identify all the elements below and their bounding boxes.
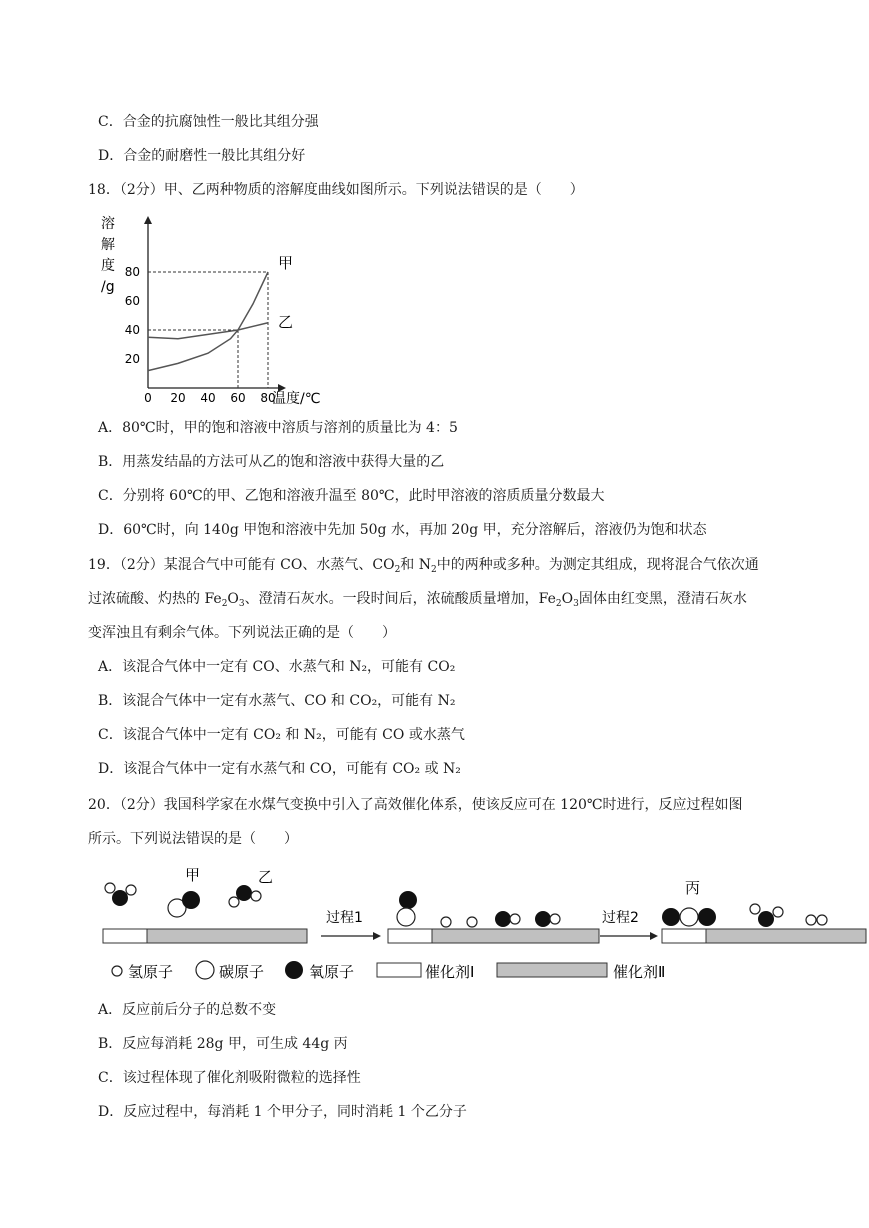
q20-stem-line1: 20．（2分）我国科学家在水煤气变换中引入了高效催化体系，使该反应可在 120℃时进行，反应过程如图 bbox=[88, 797, 743, 813]
q19-stem-line1: 19．（2分）某混合气中可能有 CO、水蒸气、$CO_2$和 $N_2$中的两种或多种。为测定其组成，现将混合气依次通 bbox=[88, 557, 759, 575]
reaction-process-figure bbox=[95, 860, 869, 985]
process1-label: 过程1 bbox=[326, 910, 363, 926]
series-jia-curve bbox=[148, 272, 268, 371]
q20-option-a: A．反应前后分子的总数不变 bbox=[98, 1002, 277, 1018]
y-axis-label-char: 解 bbox=[101, 237, 115, 253]
h2-molecule bbox=[806, 915, 827, 925]
water-molecule-right bbox=[750, 904, 783, 927]
series-label: 乙 bbox=[278, 312, 294, 331]
q17-option-c: C．合金的抗腐蚀性一般比其组分强 bbox=[98, 114, 319, 130]
x-tick-label: 40 bbox=[200, 391, 216, 405]
legend-hydrogen: 氢原子 bbox=[128, 963, 174, 981]
y-axis-label-char: 度 bbox=[101, 258, 115, 274]
solubility-chart bbox=[95, 210, 335, 410]
x-tick-label: 60 bbox=[230, 391, 246, 405]
x-tick-label: 20 bbox=[170, 391, 186, 405]
q18-option-a: A．80℃时，甲的饱和溶液中溶质与溶剂的质量比为 4：5 bbox=[98, 420, 458, 436]
legend-catalyst-1: 催化剂Ⅰ bbox=[425, 963, 475, 981]
label-bing: 丙 bbox=[685, 879, 701, 897]
q19-option-d: D．该混合气体中一定有水蒸气和 CO，可能有 CO₂ 或 N₂ bbox=[98, 761, 461, 777]
co-molecule-jia bbox=[168, 891, 200, 917]
q20-option-c: C．该过程体现了催化剂吸附微粒的选择性 bbox=[98, 1070, 361, 1086]
series-yi-curve bbox=[148, 323, 268, 339]
q18-option-c: C．分别将 60℃的甲、乙饱和溶液升温至 80℃，此时甲溶液的溶质质量分数最大 bbox=[98, 488, 605, 504]
q18-stem: 18．（2分）甲、乙两种物质的溶解度曲线如图所示。下列说法错误的是（ ） bbox=[88, 182, 584, 198]
q19-option-c: C．该混合气体中一定有 CO₂ 和 N₂，可能有 CO 或水蒸气 bbox=[98, 727, 465, 743]
legend-oxygen: 氧原子 bbox=[309, 963, 355, 981]
q19-option-a: A．该混合气体中一定有 CO、水蒸气和 N₂，可能有 CO₂ bbox=[98, 659, 456, 675]
co2-molecule-bing bbox=[662, 908, 716, 926]
legend-catalyst-2: 催化剂Ⅱ bbox=[613, 963, 666, 981]
process2-label: 过程2 bbox=[602, 910, 639, 926]
oh-group-1 bbox=[495, 911, 520, 927]
q20-stem-line2: 所示。下列说法错误的是（ ） bbox=[88, 831, 298, 847]
q19-stem-line3: 变浑浊且有剩余气体。下列说法正确的是（ ） bbox=[88, 625, 396, 641]
q19-option-b: B．该混合气体中一定有水蒸气、CO 和 CO₂，可能有 N₂ bbox=[98, 693, 456, 709]
x-tick-label: 0 bbox=[144, 391, 152, 405]
water-molecule-left bbox=[105, 883, 136, 906]
legend-carbon: 碳原子 bbox=[219, 963, 265, 981]
x-axis-label: 温度/℃ bbox=[272, 391, 321, 407]
y-tick-label: 80 bbox=[124, 265, 140, 279]
series-label: 甲 bbox=[278, 254, 294, 272]
y-tick-label: 20 bbox=[124, 352, 140, 366]
q18-option-b: B．用蒸发结晶的方法可从乙的饱和溶液中获得大量的乙 bbox=[98, 454, 445, 470]
y-axis-label-char: 溶 bbox=[101, 216, 115, 232]
q18-option-d: D．60℃时，向 140g 甲饱和溶液中先加 50g 水，再加 20g 甲，充分溶解后，溶液仍为饱和状态 bbox=[98, 522, 707, 538]
y-axis-arrow bbox=[144, 216, 152, 224]
co-adsorbed bbox=[397, 891, 417, 926]
label-yi: 乙 bbox=[258, 868, 274, 886]
x-tick-label: 80 bbox=[260, 391, 276, 405]
water-molecule-yi bbox=[229, 885, 261, 907]
y-tick-label: 40 bbox=[124, 323, 140, 337]
q20-option-b: B．反应每消耗 28g 甲，可生成 44g 丙 bbox=[98, 1036, 348, 1052]
q20-option-d: D．反应过程中，每消耗 1 个甲分子，同时消耗 1 个乙分子 bbox=[98, 1104, 467, 1120]
label-jia: 甲 bbox=[185, 866, 201, 884]
q17-option-d: D．合金的耐磨性一般比其组分好 bbox=[98, 148, 306, 164]
y-tick-label: 60 bbox=[124, 294, 140, 308]
y-axis-label-char: /g bbox=[101, 279, 115, 295]
q19-stem-line2: 过浓硫酸、灼热的 $Fe_2O_3$、澄清石灰水。一段时间后，浓硫酸质量增加，$Fe_2O_3$固体由红变黑，澄清石灰水 bbox=[88, 591, 747, 609]
oh-group-2 bbox=[535, 911, 560, 927]
